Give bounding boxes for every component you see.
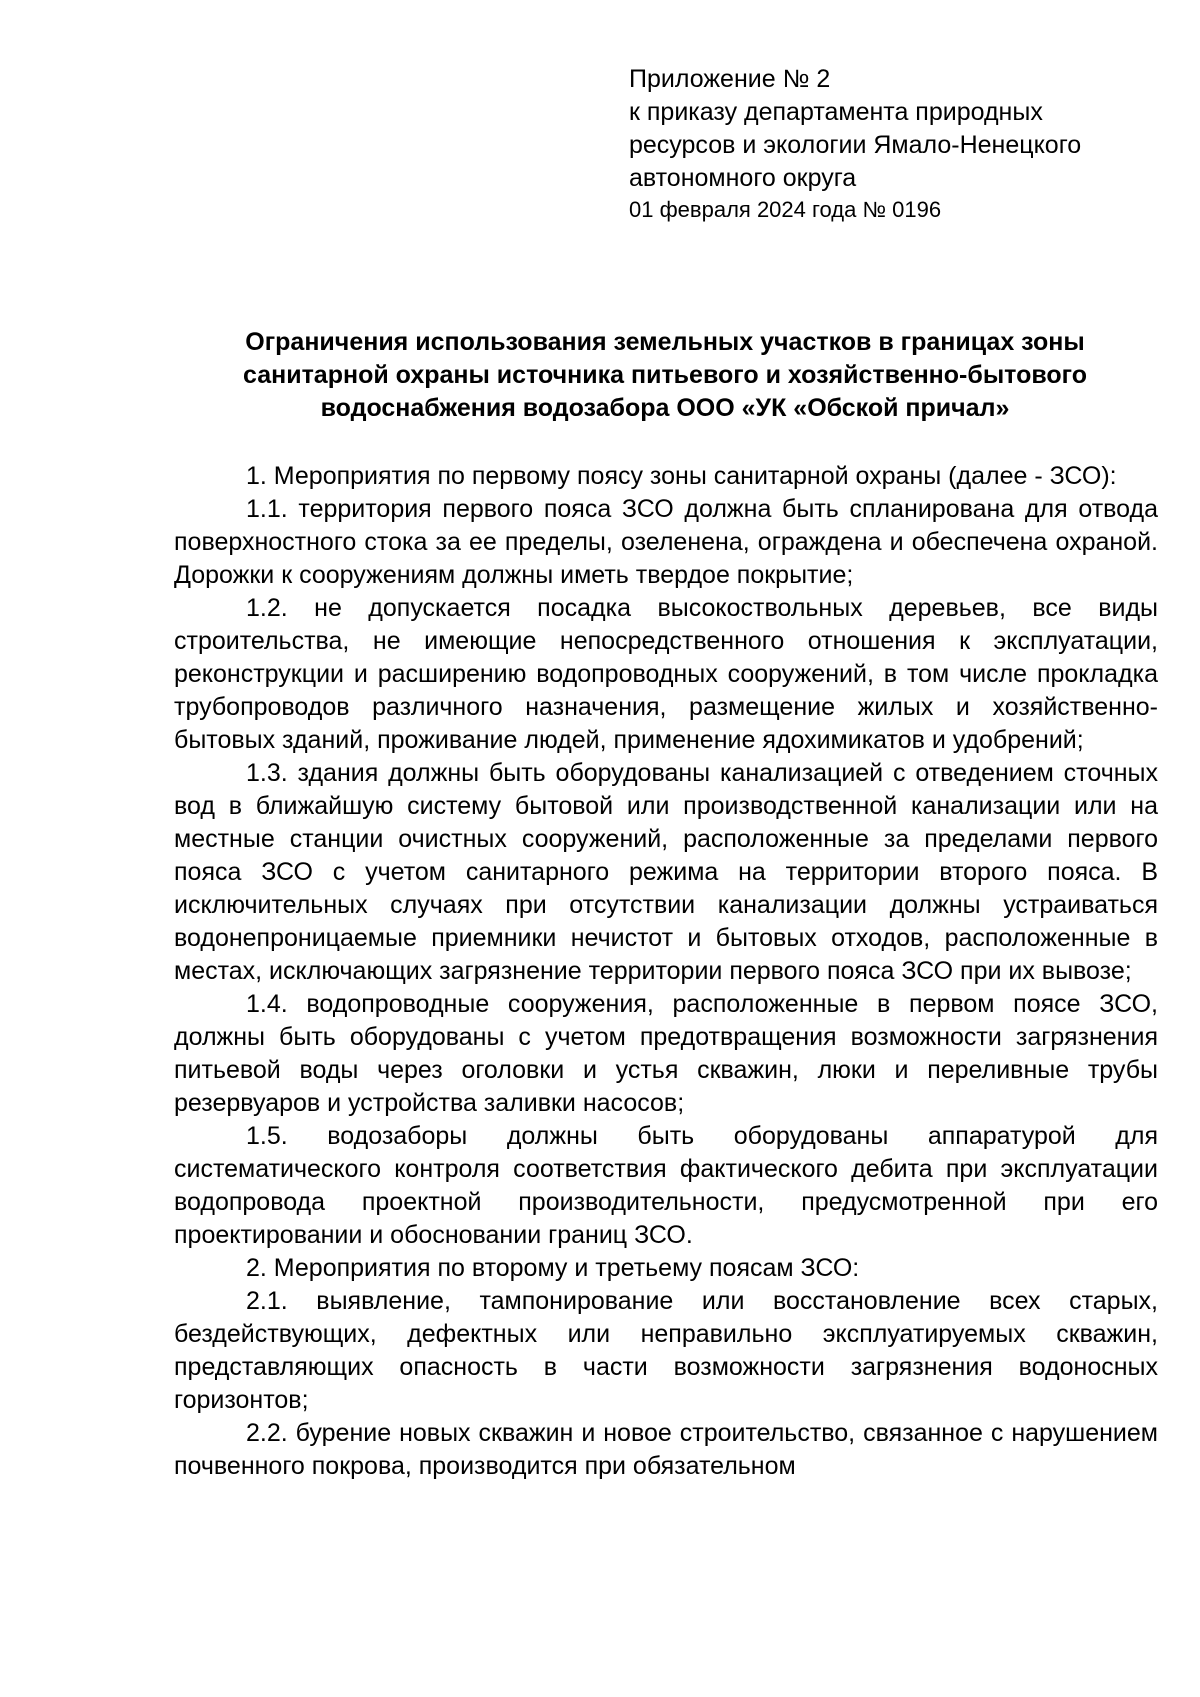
paragraph-1: 1. Мероприятия по первому поясу зоны санитарной охраны (далее - ЗСО): [246, 462, 1117, 490]
paragraph-2-1: 2.1. выявление, тампонирование или восстановление всех старых, бездействующих, дефектных или неправильно эксплуатируемых скважин, представляющих опасность в части возможности загрязнения водоносных горизонтов; [174, 1287, 1158, 1414]
title-line-1: Ограничения использования земельных участков в границах зоны [245, 328, 1085, 356]
title-line-2: санитарной охраны источника питьевого и хозяйственно-бытового [242, 361, 1088, 389]
appendix-block [629, 63, 1149, 224]
paragraph-1-3: 1.3. здания должны быть оборудованы канализацией с отведением сточных вод в ближайшую систему бытовой или производственной канализации или на местные станции очистных сооружений, расположенные за пределами первого пояса ЗСО с учетом санитарного режима на территории второго пояса. В исключительных случаях при отсутствии канализации должны устраиваться водонепроницаемые приемники нечистот и бытовых отходов, расположенные в местах, исключающих загрязнение территории первого пояса ЗСО при их вывозе; [174, 759, 1158, 985]
title-line-3: водоснабжения водозабора ООО «УК «Обской причал» [320, 394, 1010, 422]
appendix-line-4: автономного округа [629, 164, 857, 192]
appendix-line-1: Приложение № 2 [629, 65, 831, 93]
document-title [160, 326, 1170, 425]
appendix-line-3: ресурсов и экологии Ямало-Ненецкого [629, 131, 1082, 159]
appendix-date: 01 февраля 2024 года № 0196 [629, 197, 942, 222]
paragraph-2: 2. Мероприятия по второму и третьему поясам ЗСО: [246, 1254, 860, 1282]
paragraph-1-4: 1.4. водопроводные сооружения, расположенные в первом поясе ЗСО, должны быть оборудованы с учетом предотвращения возможности загрязнения питьевой воды через оголовки и устья скважин, люки и переливные трубы резервуаров и устройства заливки насосов; [174, 990, 1158, 1117]
paragraph-1-5: 1.5. водозаборы должны быть оборудованы аппаратурой для систематического контроля соответствия фактического дебита при эксплуатации водопровода проектной производительности, предусмотренной при его проектировании и обосновании границ ЗСО. [174, 1122, 1158, 1249]
paragraph-1-1: 1.1. территория первого пояса ЗСО должна быть спланирована для отвода поверхностного стока за ее пределы, озеленена, ограждена и обеспечена охраной. Дорожки к сооружениям должны иметь твердое покрытие; [174, 495, 1158, 589]
paragraph-2-2: 2.2. бурение новых скважин и новое строительство, связанное с нарушением почвенного покрова, производится при обязательном [174, 1419, 1158, 1480]
appendix-line-2: к приказу департамента природных [629, 98, 1043, 126]
paragraph-1-2: 1.2. не допускается посадка высокоствольных деревьев, все виды строительства, не имеющие непосредственного отношения к эксплуатации, реконструкции и расширению водопроводных сооружений, в том числе прокладка трубопроводов различного назначения, размещение жилых и хозяйственно-бытовых зданий, проживание людей, применение ядохимикатов и удобрений; [174, 594, 1158, 754]
document-body [174, 460, 1158, 1483]
